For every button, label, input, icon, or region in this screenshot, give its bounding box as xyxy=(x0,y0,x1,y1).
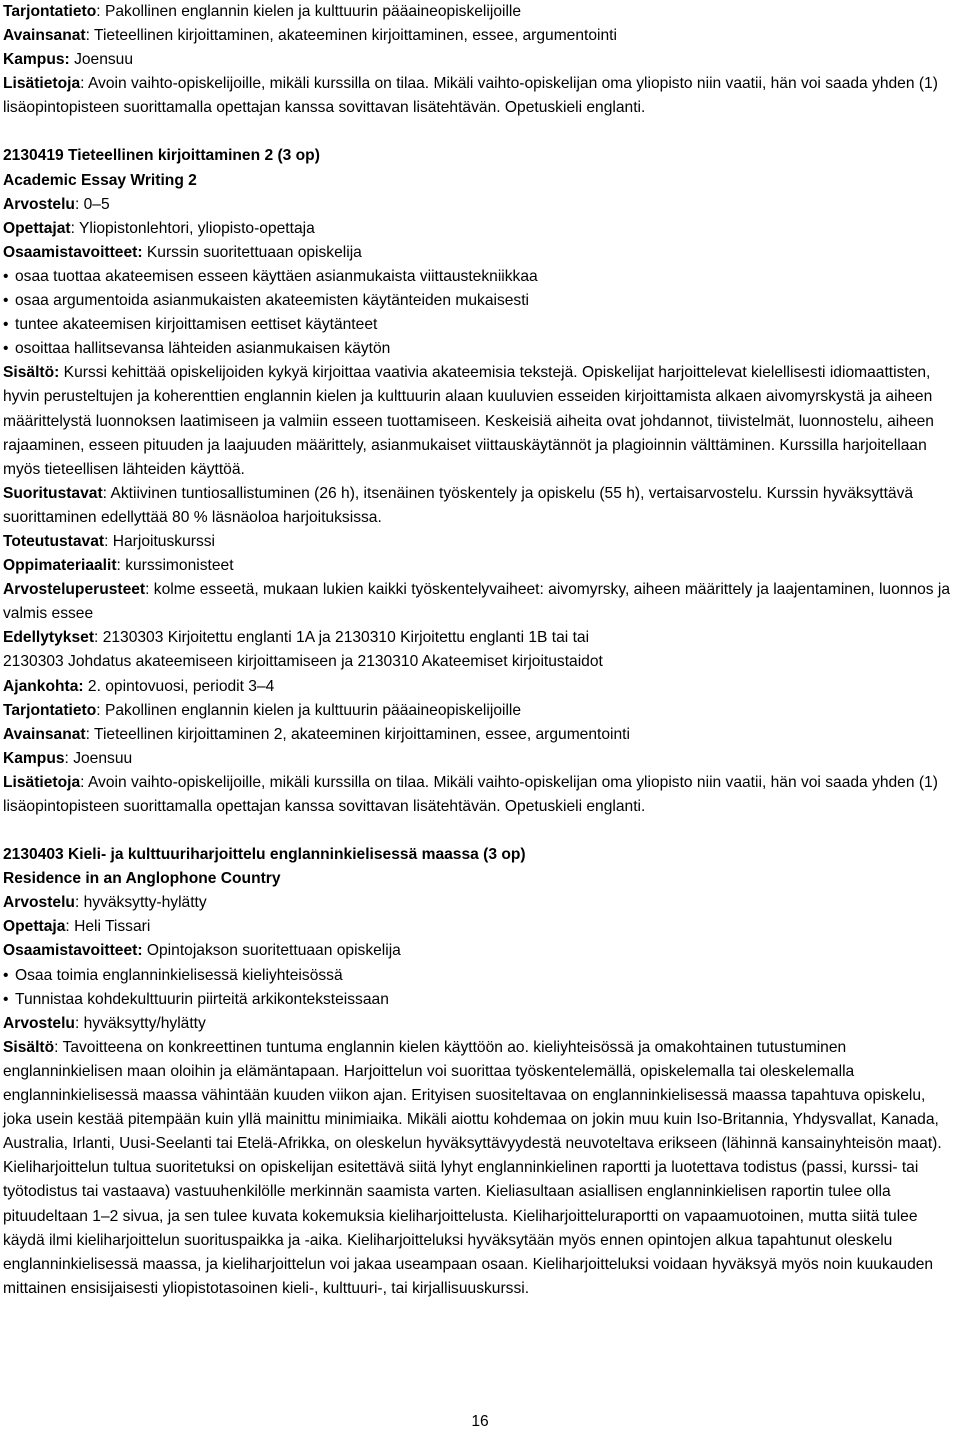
c3-bullet-item: • Tunnistaa kohdekulttuurin piirteitä arkikonteksteissaan xyxy=(3,988,957,1012)
document-page xyxy=(3,0,957,1301)
c3-sisalto: Sisältö: Tavoitteena on konkreettinen tuntuma englannin kielen käyttöön ao. kieliyhteisössä ja omakohtainen tutustuminen englanninkielisen maan oloihin ja elämäntapaan. Harjoittelun voi suorittaa työskentelemällä, opiskelemalla tai oleskelemalla englanninkielisessä maassa vähintään kuuden viikon ajan. Erityisen suositeltavaa on englanninkielisessä maassa tapahtuva opiskelu, joka usein kestää pitempään kuin yllä mainittu minimiaika. Mikäli aiottu kohdemaa on jokin muu kuin Iso-Britannia, Yhdysvallat, Kanada, Australia, Irlanti, Uusi-Seelanti tai Etelä-Afrikka, on oleskelun hyväksyttävyydestä neuvoteltava erikseen (lähinnä kansainyhteisön maat). Kieliharjoittelun tultua suoritetuksi on opiskelijan esitettävä siitä lyhyt englanninkielinen raportti ja luotettava todistus (passi, kurssi- tai työtodistus tai vastaava) vastuuhenkilölle merkinnän saamista varten. Kieliasultaan asiallisen englanninkielisen raportin tulee olla pituudeltaan 1–2 sivua, ja sen tulee kuvata kokemuksia kieliharjoittelusta. Kieliharjoitteluraportti on vapaamuotoinen, mutta siitä tulee käydä ilmi kieliharjoittelun suorituspaikka ja -aika. Kieliharjoitteluksi hyväksytään myös ennen opintojen alkua tapahtunut oleskelu englanninkielisessä maassa, ja kieliharjoittelun voi jakaa useampaan osaan. Kieliharjoitteluksi voidaan hyväksyä myös noin kuukauden mittainen ensisijaisesti yliopistotasoinen kieli-, kulttuuri-, tai kirjallisuuskurssi. xyxy=(3,1038,942,1297)
c2-oppimateriaalit: Oppimateriaalit: kurssimonisteet xyxy=(3,557,234,575)
c2-edellytykset-cont: 2130303 Johdatus akateemiseen kirjoittamiseen ja 2130310 Akateemiset kirjoitustaidot xyxy=(3,653,603,671)
c2-tarjontatieto: Tarjontatieto: Pakollinen englannin kielen ja kulttuurin pääaineopiskelijoille xyxy=(3,701,522,719)
c2-toteutustavat: Toteutustavat: Harjoituskurssi xyxy=(3,532,216,550)
c2-avainsanat: Avainsanat: Tieteellinen kirjoittaminen 2, akateeminen kirjoittaminen, essee, argumentointi xyxy=(3,725,630,743)
spacer xyxy=(3,819,957,843)
c3-bullet-item: • Osaa toimia englanninkielisessä kieliyhteisössä xyxy=(3,964,957,988)
c3-arvostelu-2: Arvostelu: hyväksytty/hylätty xyxy=(3,1014,206,1032)
c2-bullet-item: • osoittaa hallitsevansa lähteiden asianmukaisen käytön xyxy=(3,337,957,361)
c3-title: 2130403 Kieli- ja kulttuuriharjoittelu englanninkielisessä maassa (3 op) xyxy=(3,846,526,864)
c2-title: 2130419 Tieteellinen kirjoittaminen 2 (3 op) xyxy=(3,147,320,165)
c1-avainsanat: Avainsanat: Tieteellinen kirjoittaminen, akateeminen kirjoittaminen, essee, argumentointi xyxy=(3,27,617,45)
c2-opettajat: Opettajat: Yliopistonlehtori, yliopisto-opettaja xyxy=(3,219,315,237)
c3-opettaja: Opettaja: Heli Tissari xyxy=(3,918,151,936)
c2-kampus: Kampus: Joensuu xyxy=(3,749,133,767)
c2-edellytykset: Edellytykset: 2130303 Kirjoitettu englanti 1A ja 2130310 Kirjoitettu englanti 1B tai tai xyxy=(3,629,590,647)
c2-osaamistavoitteet: Osaamistavoitteet: Kurssin suoritettuaan opiskelija xyxy=(3,243,362,261)
c2-ajankohta: Ajankohta: 2. opintovuosi, periodit 3–4 xyxy=(3,677,275,695)
page-number: 16 xyxy=(471,1413,489,1430)
c2-bullet-item: • tuntee akateemisen kirjoittamisen eettiset käytänteet xyxy=(3,313,957,337)
c3-subtitle: Residence in an Anglophone Country xyxy=(3,870,281,888)
c2-sisalto: Sisältö: Kurssi kehittää opiskelijoiden kykyä kirjoittaa vaativia akateemisia tekstejä. Opiskelijat harjoittelevat kielellisesti idiomaattisten, hyvin perusteltujen ja koherenttien englannin kielen ja kulttuurin alaan kuuluvien esseiden kirjoittamista alkaen aivomyrskystä ja aiheen määrittelystä luonnoksen laatimiseen ja valmiin esseen tuottamiseen. Keskeisiä aiheita ovat johdannot, tiivistelmät, luonnostelu, aiheen rajaaminen, esseen pituuden ja laajuuden määrittely, asianmukaiset viittauskäytännöt ja plagioinnin välttäminen. Kurssilla harjoitellaan myös tieteellisen lähteiden käyttöä. xyxy=(3,364,934,478)
c2-bullet-item: • osaa tuottaa akateemisen esseen käyttäen asianmukaista viittaustekniikkaa xyxy=(3,265,957,289)
c2-subtitle: Academic Essay Writing 2 xyxy=(3,171,197,189)
c1-tarjontatieto: Tarjontatieto: Pakollinen englannin kielen ja kulttuurin pääaineopiskelijoille xyxy=(3,3,522,20)
c2-lisatietoja: Lisätietoja: Avoin vaihto-opiskelijoille, mikäli kurssilla on tilaa. Mikäli vaihto-opiskelijan oma yliopisto niin vaatii, hän voi saada yhden (1) lisäopintopisteen suorittamalla opettajan kanssa sovittavan lisätehtävän. Opetuskieli englanti. xyxy=(3,773,938,815)
c3-osaamistavoitteet: Osaamistavoitteet: Opintojakson suoritettuaan opiskelija xyxy=(3,942,401,960)
c3-arvostelu: Arvostelu: hyväksytty-hylätty xyxy=(3,894,207,912)
c1-lisatietoja: Lisätietoja: Avoin vaihto-opiskelijoille, mikäli kurssilla on tilaa. Mikäli vaihto-opiskelijan oma yliopisto niin vaatii, hän voi saada yhden (1) lisäopintopisteen suorittamalla opettajan kanssa sovittavan lisätehtävän. Opetuskieli englanti. xyxy=(3,75,938,117)
c1-kampus: Kampus: Joensuu xyxy=(3,51,134,69)
c2-bullet-item: • osaa argumentoida asianmukaisten akateemisten käytänteiden mukaisesti xyxy=(3,289,957,313)
c2-arvosteluperusteet: Arvosteluperusteet: kolme esseetä, mukaan lukien kaikki työskentelyvaiheet: aivomyrsky, aiheen määrittely ja laajentaminen, luonnos ja valmis essee xyxy=(3,581,951,623)
c2-suoritustavat: Suoritustavat: Aktiivinen tuntiosallistuminen (26 h), itsenäinen työskentely ja opiskelu (55 h), vertaisarvostelu. Kurssin hyväksyttävä suorittaminen edellyttää 80 % läsnäoloa harjoituksissa. xyxy=(3,484,914,526)
c2-arvostelu: Arvostelu: 0–5 xyxy=(3,195,110,213)
spacer xyxy=(3,120,957,144)
